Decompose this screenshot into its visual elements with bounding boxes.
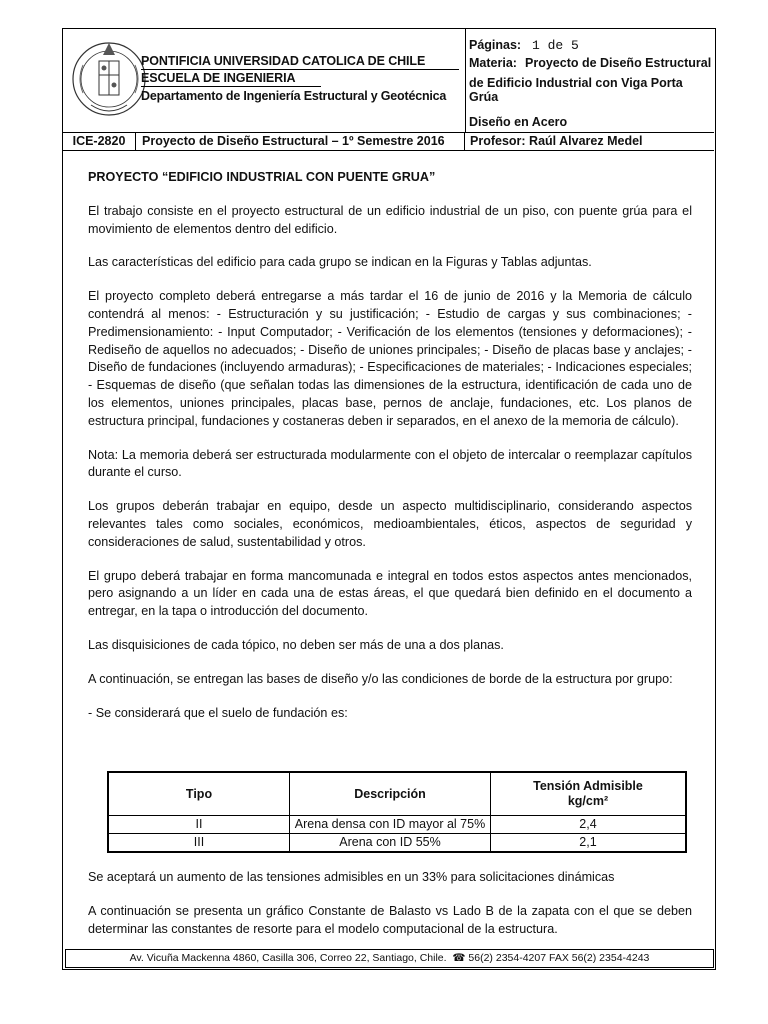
design-area: Diseño en Acero xyxy=(469,115,568,129)
table-header-row xyxy=(108,772,686,816)
header-rule-1 xyxy=(141,69,459,70)
table-cell: 2,4 xyxy=(491,816,687,834)
paragraph: Se aceptará un aumento de las tensiones admisibles en un 33% para solicitaciones dinámicas xyxy=(88,870,615,884)
header-institution-cell xyxy=(63,29,466,133)
course-info-row xyxy=(63,132,714,151)
table-header-unit: kg/cm² xyxy=(567,794,609,808)
paragraph: Las características del edificio para cada grupo se indican en la Figuras y Tablas adjuntas. xyxy=(88,255,592,270)
subject-line-2: de Edificio Industrial con Viga Porta Grúa xyxy=(469,76,683,104)
page-footer xyxy=(65,949,714,968)
subject-line-1: Proyecto de Diseño Estructural xyxy=(525,56,712,70)
pages-label: Páginas: xyxy=(469,38,522,52)
pages-value: 1 de 5 xyxy=(532,38,579,53)
paragraph: Nota: La memoria deberá ser estructurada modularmente con el objeto de intercalar o reemplazar capítulos durante el curso. xyxy=(88,447,692,480)
table-header-text: Tensión Admisible xyxy=(533,779,643,793)
header-rule-2 xyxy=(141,86,321,87)
table-cell: Arena con ID 55% xyxy=(290,834,491,853)
paragraph: El proyecto completo deberá entregarse a más tardar el 16 de junio de 2016 y la Memoria de cálculo contendrá al menos: - Estructuración y su justificación; - Estudio de cargas y sus combinaciones; - Predimensionamiento: - Input Computador; - Verificación de los elementos (tensiones y deformaciones); - Rediseño de aquellos no adecuados; - Diseño de uniones principales; - Diseño de placas base y anclajes; - Diseño de fundaciones (incluyendo armaduras); - Especificaciones de materiales; - Indicaciones especiales; - Esquemas de diseño (que señalan todas las dimensiones de la estructura, identificación de cada uno de los elementos, uniones principales, placas base, pernos de anclaje, fundaciones, etc. Los planos de estructura principal, fundaciones y costaneras deben ir separados, en el anexo de la memoria de cálculo). xyxy=(88,289,692,428)
paragraph: El grupo deberá trabajar en forma mancomunada e integral en todos estos aspectos antes mencionados, pero asignando a un líder en cada una de estas áreas, el que quedará bien definido en el documento a entregar, en la tapa o introducción del documento. xyxy=(88,568,692,619)
footer-phone: 56(2) 2354-4207 FAX 56(2) 2354-4243 xyxy=(468,952,650,964)
paragraph: A continuación, se entregan las bases de diseño y/o las condiciones de borde de la estructura por grupo: xyxy=(88,671,673,686)
paragraph: - Se considerará que el suelo de fundación es: xyxy=(88,705,348,720)
university-seal-icon xyxy=(69,35,149,125)
table-cell: Arena densa con ID mayor al 75% xyxy=(290,816,491,834)
header-course-cell xyxy=(466,29,714,133)
document-page xyxy=(62,28,716,970)
paragraph: Los grupos deberán trabajar en equipo, desde un aspecto multidisciplinario, considerando aspectos relevantes tales como sociales, económicos, medioambientales, éticos, aspectos de seguridad y consideraciones de salud, sustentabilidad y otros. xyxy=(88,499,692,549)
professor-name: Profesor: Raúl Alvarez Medel xyxy=(470,134,643,148)
soil-table xyxy=(107,771,687,853)
table-cell: II xyxy=(108,816,290,834)
university-name: PONTIFICIA UNIVERSIDAD CATOLICA DE CHILE xyxy=(141,54,426,68)
course-code: ICE-2820 xyxy=(63,132,136,150)
school-name: ESCUELA DE INGENIERIA xyxy=(141,71,296,85)
department-name: Departamento de Ingeniería Estructural y Geotécnica xyxy=(141,89,447,103)
table-header-cell: Descripción xyxy=(290,772,491,816)
footer-address: Av. Vicuña Mackenna 4860, Casilla 306, Correo 22, Santiago, Chile. xyxy=(129,952,447,964)
table-cell: III xyxy=(108,834,290,853)
table-header-cell xyxy=(491,772,687,816)
paragraph: El trabajo consiste en el proyecto estructural de un edificio industrial de un piso, con puente grúa para el movimiento de elementos dentro del edificio. xyxy=(88,203,692,236)
subject-label: Materia: xyxy=(469,56,517,70)
table-cell: 2,1 xyxy=(491,834,687,853)
post-table-text xyxy=(88,869,692,954)
table-row xyxy=(108,834,686,853)
document-header xyxy=(63,29,714,150)
course-name: Proyecto de Diseño Estructural – 1º Semestre 2016 xyxy=(136,132,465,150)
paragraph: Las disquisiciones de cada tópico, no deben ser más de una a dos planas. xyxy=(88,637,504,652)
document-title: PROYECTO “EDIFICIO INDUSTRIAL CON PUENTE GRUA” xyxy=(88,170,436,184)
paragraph: A continuación se presenta un gráfico Constante de Balasto vs Lado B de la zapata con el que se deben determinar las constantes de resorte para el modelo computacional de la estructura. xyxy=(88,903,692,936)
document-body xyxy=(88,169,692,738)
table-row xyxy=(108,816,686,834)
table-header-cell: Tipo xyxy=(108,772,290,816)
telephone-icon: ☎ xyxy=(452,952,466,964)
